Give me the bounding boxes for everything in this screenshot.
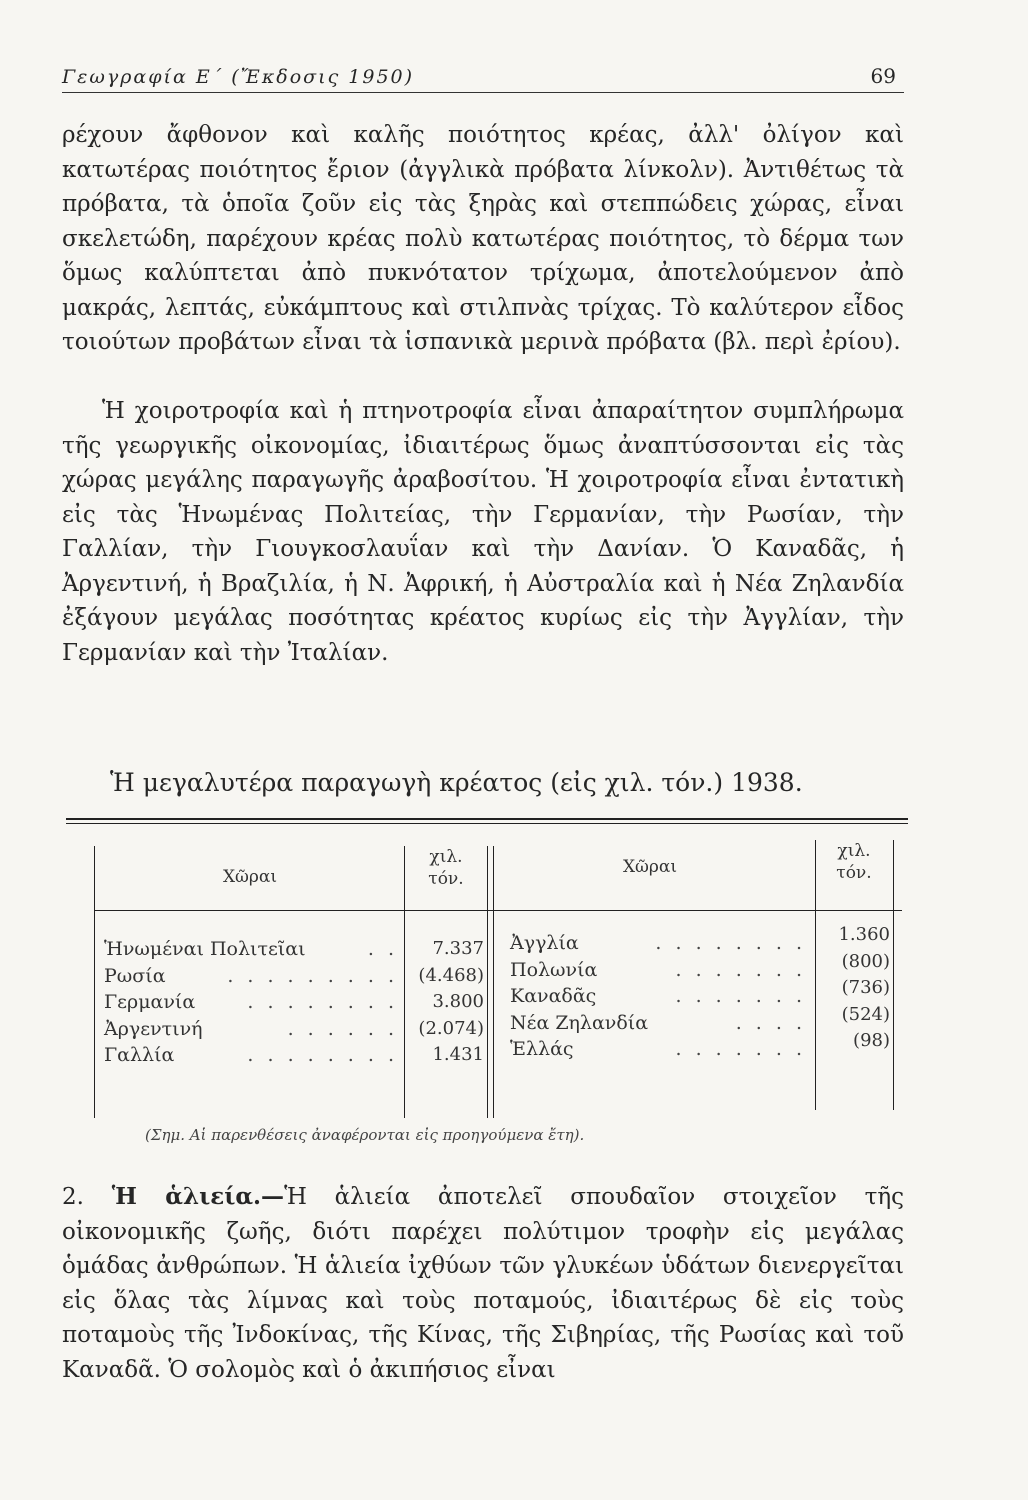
leader-dots: . . . . . . . — [675, 1038, 806, 1060]
left-countries-list — [104, 936, 398, 1069]
country-name: Γαλλία — [104, 1044, 175, 1066]
leader-dots: . . . . . . . . — [247, 991, 398, 1013]
table-middle-rule-2 — [493, 846, 494, 1118]
list-item — [104, 963, 398, 990]
leader-dots: . . . . . . . . — [247, 1044, 398, 1066]
country-name: Ἀγγλία — [510, 932, 579, 954]
table-top-rule-thin — [66, 823, 908, 824]
section-number: 2. — [62, 1184, 84, 1210]
header-countries-right: Χῶραι — [622, 857, 678, 877]
list-item — [510, 983, 806, 1010]
table-header-rule — [94, 910, 902, 911]
table-cell-value: (2.074) — [418, 1017, 484, 1039]
table-cell-value: 1.431 — [432, 1044, 484, 1065]
section-heading: Ἡ ἁλιεία.— — [111, 1183, 285, 1210]
table-cell-value: (524) — [841, 1003, 890, 1025]
country-name: Νέα Ζηλανδία — [510, 1011, 649, 1034]
table-col-divider — [404, 846, 405, 1118]
table-cell-value: (800) — [841, 950, 890, 972]
right-countries-list — [510, 930, 806, 1063]
paragraph-sheep: ρέχουν ἄφθονον καὶ καλῆς ποιότητος κρέας, ἀλλ' ὀλίγον καὶ κατωτέρας ποιότητος ἔριον (ἀγγλικὰ πρόβατα λίνκολν). Ἀντιθέτως τὰ πρόβατα, τὰ ὁποῖα ζοῦν εἰς τὰς ξηρὰς καὶ στεππώδεις χώρας, εἶναι σκελετώδη, παρέχουν κρέας πολὺ κατωτέρας ποιότητος, τὸ δέρμα των ὅμως καλύπτεται ἀπὸ πυκνότατον τρίχωμα, ἀποτελούμενον ἀπὸ μακράς, λεπτάς, εὐκάμπτους καὶ στιλπνὰς τρίχας. Τὸ καλύτερον εἶδος τοιούτων προβάτων εἶναι τὰ ἱσπανικὰ μερινὰ πρόβατα (βλ. περὶ ἐρίου). — [62, 122, 904, 355]
paragraph-pig-poultry: Ἡ χοιροτροφία καὶ ἡ πτηνοτροφία εἶναι ἀπαραίτητον συμπλήρωμα τῆς γεωργικῆς οἰκονομίας, ἰδιαιτέρως ὅμως ἀναπτύσσονται εἰς τὰς χώρας μεγάλης παραγωγῆς ἀραβοσίτου. Ἡ χοιροτροφία εἶναι ἐντατικὴ εἰς τὰς Ἡνωμένας Πολιτείας, τὴν Γερμανίαν, τὴν Ρωσίαν, τὴν Γαλλίαν, τὴν Γιουγκοσλαυΐαν καὶ τὴν Δανίαν. Ὁ Καναδᾶς, ἡ Ἀργεντινή, ἡ Βραζιλία, ἡ Ν. Ἀφρική, ἡ Αὐστραλία καὶ ἡ Νέα Ζηλανδία ἐξάγουν μεγάλας ποσότητας κρέατος κυρίως εἰς τὴν Ἀγγλίαν, τὴν Γερμανίαν καὶ τὴν Ἰταλίαν. — [62, 398, 904, 666]
country-name: Ρωσία — [104, 964, 166, 987]
country-name: Ἑλλάς — [510, 1038, 574, 1060]
leader-dots: . . . . . . . — [675, 985, 806, 1007]
header-unit-left-line1: χιλ. — [429, 847, 463, 867]
table-cell-value: 1.360 — [838, 924, 890, 945]
header-unit-right-line1: χιλ. — [837, 841, 871, 861]
country-name: Γερμανία — [104, 991, 196, 1013]
section-text: Ἡ ἁλιεία ἀποτελεῖ σπουδαῖον στοιχεῖον τῆς οἰκονομικῆς ζωῆς, διότι παρέχει πολύτιμον τροφὴν εἰς μεγάλας ὁμάδας ἀνθρώπων. Ἡ ἁλιεία ἰχθύων τῶν γλυκέων ὑδάτων διενεργεῖται εἰς ὅλας τὰς λίμνας καὶ τοὺς ποταμούς, ἰδιαιτέρως δὲ εἰς τοὺς ποταμοὺς τῆς Ἰνδοκίνας, τῆς Κίνας, τῆς Σιβηρίας, τῆς Ρωσίας καὶ τοῦ Καναδᾶ. Ὁ σολομὸς καὶ ὁ ἀκιπήσιος εἶναι — [62, 1184, 905, 1383]
list-item — [104, 1042, 398, 1069]
list-item — [510, 957, 806, 984]
list-item — [104, 936, 398, 963]
paragraph-fishing — [62, 1180, 904, 1387]
country-name: Ἀργεντινή — [104, 1017, 203, 1040]
table-cell-value: (736) — [841, 977, 890, 998]
list-item — [510, 1010, 806, 1037]
right-values-list — [818, 922, 890, 1055]
table-right-border — [893, 840, 894, 1110]
list-item — [104, 1016, 398, 1043]
list-item — [510, 930, 806, 957]
leader-dots: . . . . . . . — [675, 958, 806, 981]
running-head — [62, 62, 904, 93]
table-top-rule — [66, 818, 908, 820]
header-unit-right-line2: τόν. — [836, 863, 872, 883]
table-note: (Σημ. Αἱ παρενθέσεις ἀναφέρονται εἰς προηγούμενα ἔτη). — [145, 1126, 585, 1144]
list-item — [104, 989, 398, 1016]
leader-dots: . . . . — [735, 1011, 806, 1034]
table-left-border — [94, 846, 95, 1118]
leader-dots: . . — [367, 938, 398, 960]
table-title: Ἡ μεγαλυτέρα παραγωγὴ κρέατος (εἰς χιλ. τόν.) 1938. — [110, 768, 803, 797]
table-cell-value: 7.337 — [432, 938, 484, 959]
country-name: Ἡνωμέναι Πολιτεῖαι — [104, 938, 306, 960]
header-countries-left: Χῶραι — [222, 867, 278, 887]
country-name: Καναδᾶς — [510, 985, 597, 1007]
table-cell-value: (4.468) — [418, 964, 484, 986]
page-number: 69 — [870, 64, 896, 88]
running-title: Γεωγραφία Ε΄ (Ἔκδοσις 1950) — [62, 66, 415, 88]
leader-dots: . . . . . . — [287, 1017, 398, 1040]
header-unit-right — [818, 840, 890, 884]
table-cell-value: 3.800 — [432, 991, 484, 1012]
country-name: Πολωνία — [510, 958, 598, 981]
left-values-list — [410, 936, 484, 1069]
table-cell-value: (98) — [853, 1030, 890, 1051]
table-middle-rule-1 — [487, 846, 488, 1118]
list-item — [510, 1036, 806, 1063]
table-col-divider-right — [815, 840, 816, 1110]
leader-dots: . . . . . . . . — [655, 932, 806, 954]
leader-dots: . . . . . . . . . — [227, 964, 398, 987]
header-unit-left-line2: τόν. — [428, 869, 464, 889]
header-unit-left — [408, 846, 484, 890]
